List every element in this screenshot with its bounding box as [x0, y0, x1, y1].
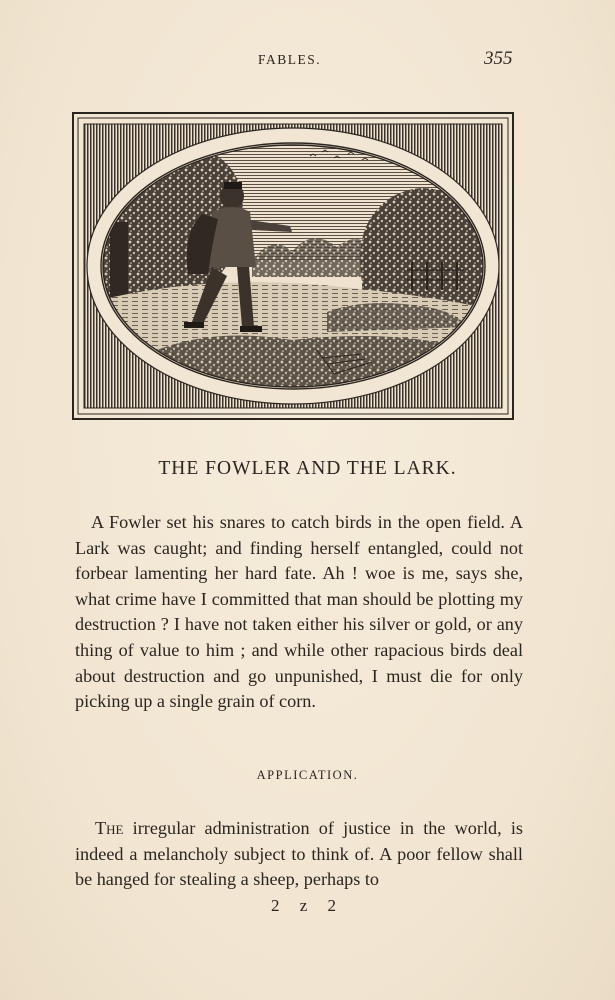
signature-mark: 2 z 2 — [270, 896, 345, 915]
application-body — [75, 816, 523, 893]
application-paragraph — [75, 816, 523, 893]
application-paragraph-text: irregular administration of justice in the world, is indeed a melancholy subject to think of. A poor fellow shall be hanged for stealing a sheep, perhaps to — [75, 818, 523, 890]
application-heading: APPLICATION. — [256, 768, 359, 782]
running-head — [0, 50, 615, 72]
page-number: 355 — [484, 48, 513, 69]
application-lead-word: The — [95, 818, 124, 838]
fable-body — [75, 510, 523, 715]
woodcut-fowler-icon — [72, 112, 514, 420]
fable-paragraph: A Fowler set his snares to catch birds in the open field. A Lark was caught; and finding herself entangled, could not forbear lamenting her hard fate. Ah ! woe is me, says she, what crime have I committed that man should be plotting my destruction ? I have not taken either his silver or gold, or any thing of value to him ; and while other rapacious birds deal about destruction and go unpunished, I must die for only picking up a single grain of corn. — [75, 512, 523, 712]
running-title: FABLES. — [258, 52, 322, 67]
fable-title: THE FOWLER AND THE LARK. — [158, 458, 457, 479]
woodcut-illustration — [72, 112, 514, 420]
